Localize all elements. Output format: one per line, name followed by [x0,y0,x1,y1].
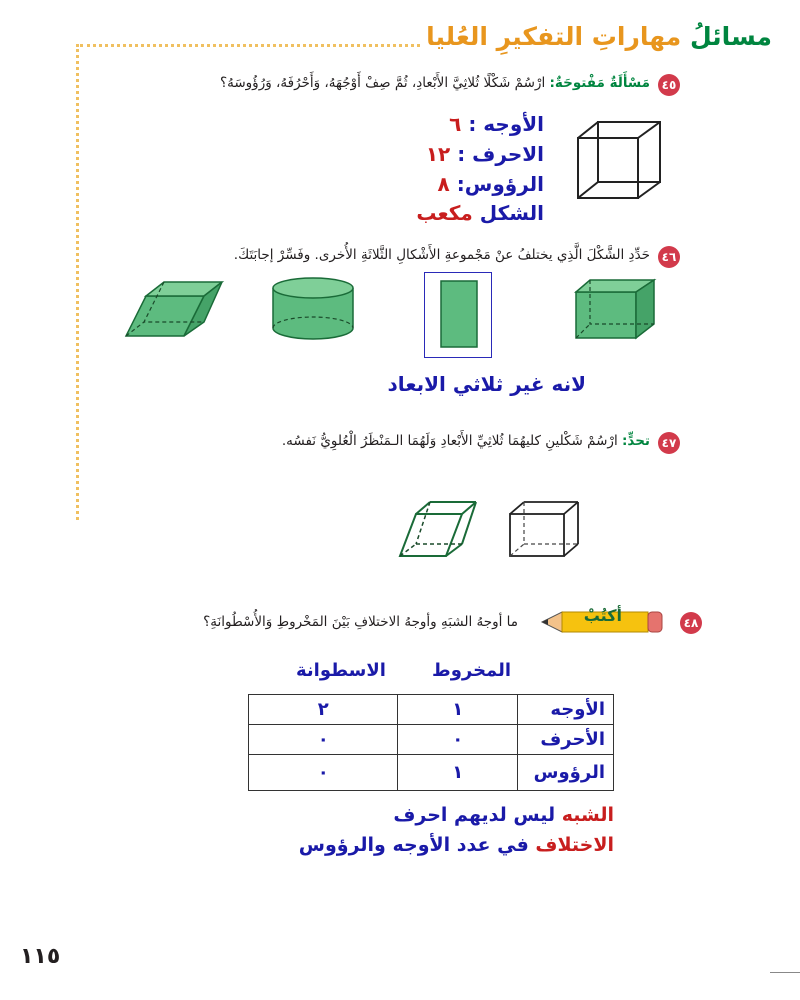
table-cell-cylinder: ٢ [249,695,398,725]
table-row [249,755,614,791]
q45-faces-line [449,112,544,136]
rectangle-shape-icon [440,280,478,348]
table-cell-cone: ٠ [398,725,518,755]
table-row-label: الرؤوس [518,755,614,791]
table-cell-cone: ١ [398,755,518,791]
section-title [426,22,772,51]
similarity-text: ليس لديهم احرف [393,804,556,826]
table-row-label: الأحرف [518,725,614,755]
table-row [249,725,614,755]
question-47-body: ارْسُمْ شَكْلينِ كليهُمَا ثُلاثِيِّ الأَبْعادِ وَلَهُمَا الـمَنْظَرُ الْعُلوِيُّ نَفسُه. [281,433,618,449]
corner-rule [770,972,800,973]
question-48-text: ما أوجهُ الشبَهِ وأوجهُ الاختلافِ بَيْنَ المَخْروطِ وَالأُسْطُوانَةِ؟ [203,614,518,630]
question-45-text [220,75,650,91]
question-47-label: تحدٍّ: [622,433,650,449]
table-row-label: الأوجه [518,695,614,725]
q45-shape-value: مكعب [416,201,473,225]
question-46-text: حَدِّدِ الشَّكْلَ الَّذِي يختلفُ عنْ مَجْموعةِ الأَشْكالِ الثَّلاثَةِ الأُخرى. وفَسِّرْ إجابَتَكَ. [233,247,650,263]
q48-difference [299,834,614,856]
q45-edges-label: الاحرف : [457,142,544,166]
table-header-cone: المخروط [432,660,512,681]
table-cell-cylinder: ٠ [249,725,398,755]
cube-shape-icon [574,278,658,340]
similarity-label: الشبه [561,804,614,826]
difference-label: الاختلاف [535,834,614,856]
question-45-label: مَسْأَلَةٌ مَفْتوحَةٌ: [549,75,650,91]
question-45-body: ارْسُمْ شَكْلًا ثُلاثِيَّ الأَبْعادِ، ثُمَّ صِفْ أَوْجُهَهُ، وَأَحْرُفَهُ، وَرُؤُوسَهُ؟ [219,75,546,91]
prism-shape-icon [124,280,226,338]
question-number-46: ٤٦ [658,246,680,268]
q45-vertices-value: ٨ [437,172,450,196]
question-47-text [282,433,650,449]
difference-text: في عدد الأوجه والرؤوس [298,834,529,856]
page-number: ١١٥ [20,944,61,969]
q45-faces-value: ٦ [449,112,462,136]
q46-answer: لانه غير ثلاثي الابعاد [387,372,586,396]
table-cell-cylinder: ٠ [249,755,398,791]
q45-edges-value: ١٢ [425,142,451,166]
section-title-part2: مهاراتِ التفكيرِ العُليا [426,22,682,51]
table-header-cylinder: الاسطوانة [296,660,386,681]
q45-faces-label: الأوجه : [468,112,544,136]
write-label: أكتُبْ [583,606,622,625]
q45-shape-line [416,201,544,225]
question-number-48: ٤٨ [680,612,702,634]
table-row [249,695,614,725]
question-number-45: ٤٥ [658,74,680,96]
q47-cube-drawing [506,498,580,560]
section-title-part1: مسائلُ [689,22,772,51]
header-dotted-rule [80,44,420,47]
q45-shape-label: الشكل [479,201,544,225]
question-number-47: ٤٧ [658,432,680,454]
q45-vertices-line [438,172,544,196]
q48-similarity [393,804,614,826]
q45-edges-line [426,142,544,166]
table-cell-cone: ١ [398,695,518,725]
comparison-table [248,694,614,791]
side-dotted-rule [76,44,79,520]
q45-vertices-label: الرؤوس: [456,172,544,196]
q47-prism-drawing [396,498,478,560]
q45-cube-drawing [574,118,666,204]
cylinder-shape-icon [270,276,356,342]
